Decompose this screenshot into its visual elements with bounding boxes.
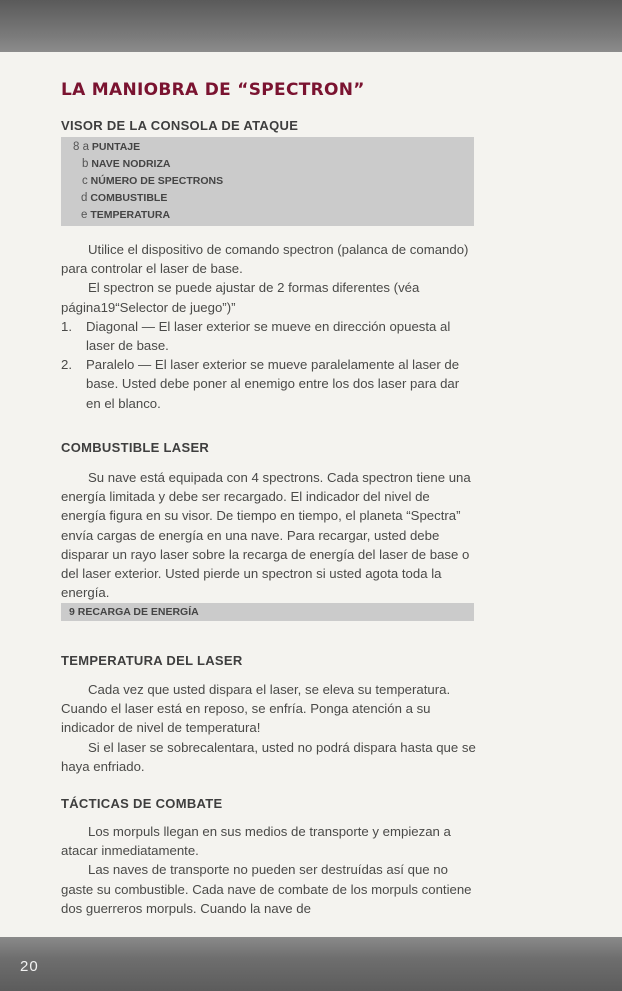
legend-prefix: b <box>82 158 89 170</box>
intro-paragraph-2: El spectron se puede ajustar de 2 formas diferentes (véa página19“Selector de juego”)” <box>61 280 420 315</box>
legend-item-puntaje <box>61 139 474 156</box>
legend-prefix: d <box>81 192 88 204</box>
intro-section <box>61 240 476 413</box>
legend-prefix: c <box>82 175 88 187</box>
intro-paragraph-1: Utilice el dispositivo de comando spectron (palanca de comando) para controlar el laser de base. <box>61 242 469 277</box>
temperature-paragraph-1: Cada vez que usted dispara el laser, se eleva su temperatura. Cuando el laser está en reposo, se enfría. Ponga atención a su indicador de nivel de temperatura! <box>61 682 451 736</box>
temperature-paragraph-2: Si el laser se sobrecalentara, usted no podrá dispara hasta que se haya enfriado. <box>61 739 476 774</box>
legend-item-nave-nodriza <box>61 156 474 173</box>
tactics-heading: TÁCTICAS DE COMBATE <box>61 796 223 811</box>
legend-label: TEMPERATURA <box>90 209 171 221</box>
fuel-heading: COMBUSTIBLE LASER <box>61 440 210 455</box>
list-item-diagonal <box>61 317 476 355</box>
legend-item-temperatura <box>61 207 474 224</box>
console-heading: VISOR DE LA CONSOLA DE ATAQUE <box>61 118 299 133</box>
legend-item-combustible <box>61 190 474 207</box>
bottom-band <box>0 937 622 991</box>
fuel-section <box>61 468 476 602</box>
energy-recharge-caption: 9 RECARGA DE ENERGÍA <box>69 606 199 618</box>
top-band <box>0 0 622 52</box>
temperature-section <box>61 680 476 776</box>
list-item-paralelo <box>61 355 476 413</box>
tactics-section <box>61 822 476 918</box>
legend-prefix: e <box>81 209 88 221</box>
fuel-paragraph: Su nave está equipada con 4 spectrons. Cada spectron tiene una energía limitada y debe ser recargado. El indicador del nivel de energía figura en su visor. De tiempo en tiempo, el planeta “Spectra” envía cargas de energía en una nave. Para recargar, usted debe disparar un rayo laser sobre la recarga de energía del laser de base o del laser exterior. Usted pierde un spectron si usted agota toda la energía. <box>61 470 471 601</box>
temperature-heading: TEMPERATURA DEL LASER <box>61 653 243 668</box>
list-text: Paralelo — El laser exterior se mueve paralelamente al laser de base. Usted debe poner al enemigo entre los dos laser para dar en el blanco. <box>86 357 460 411</box>
legend-label: PUNTAJE <box>91 141 141 153</box>
legend-label: NÚMERO DE SPECTRONS <box>90 175 224 187</box>
list-number: 1. <box>61 318 72 334</box>
legend-label: COMBUSTIBLE <box>90 192 168 204</box>
console-legend-box <box>61 137 474 226</box>
list-number: 2. <box>61 357 72 373</box>
page-number: 20 <box>20 958 39 975</box>
tactics-paragraph-1: Los morpuls llegan en sus medios de transporte y empiezan a atacar inmediatamente. <box>61 824 451 859</box>
energy-recharge-caption-box <box>61 603 474 621</box>
tactics-paragraph-2: Las naves de transporte no pueden ser destruídas así que no gaste su combustible. Cada nave de combate de los morpuls contiene dos guerreros morpuls. Cuando la nave de <box>61 862 472 916</box>
legend-prefix: 8 a <box>73 141 89 153</box>
page-title: LA MANIOBRA DE “SPECTRON” <box>61 80 365 100</box>
list-text: Diagonal — El laser exterior se mueve en dirección opuesta al laser de base. <box>86 318 451 354</box>
legend-item-numero-spectrons <box>61 173 474 190</box>
legend-label: NAVE NODRIZA <box>91 158 171 170</box>
